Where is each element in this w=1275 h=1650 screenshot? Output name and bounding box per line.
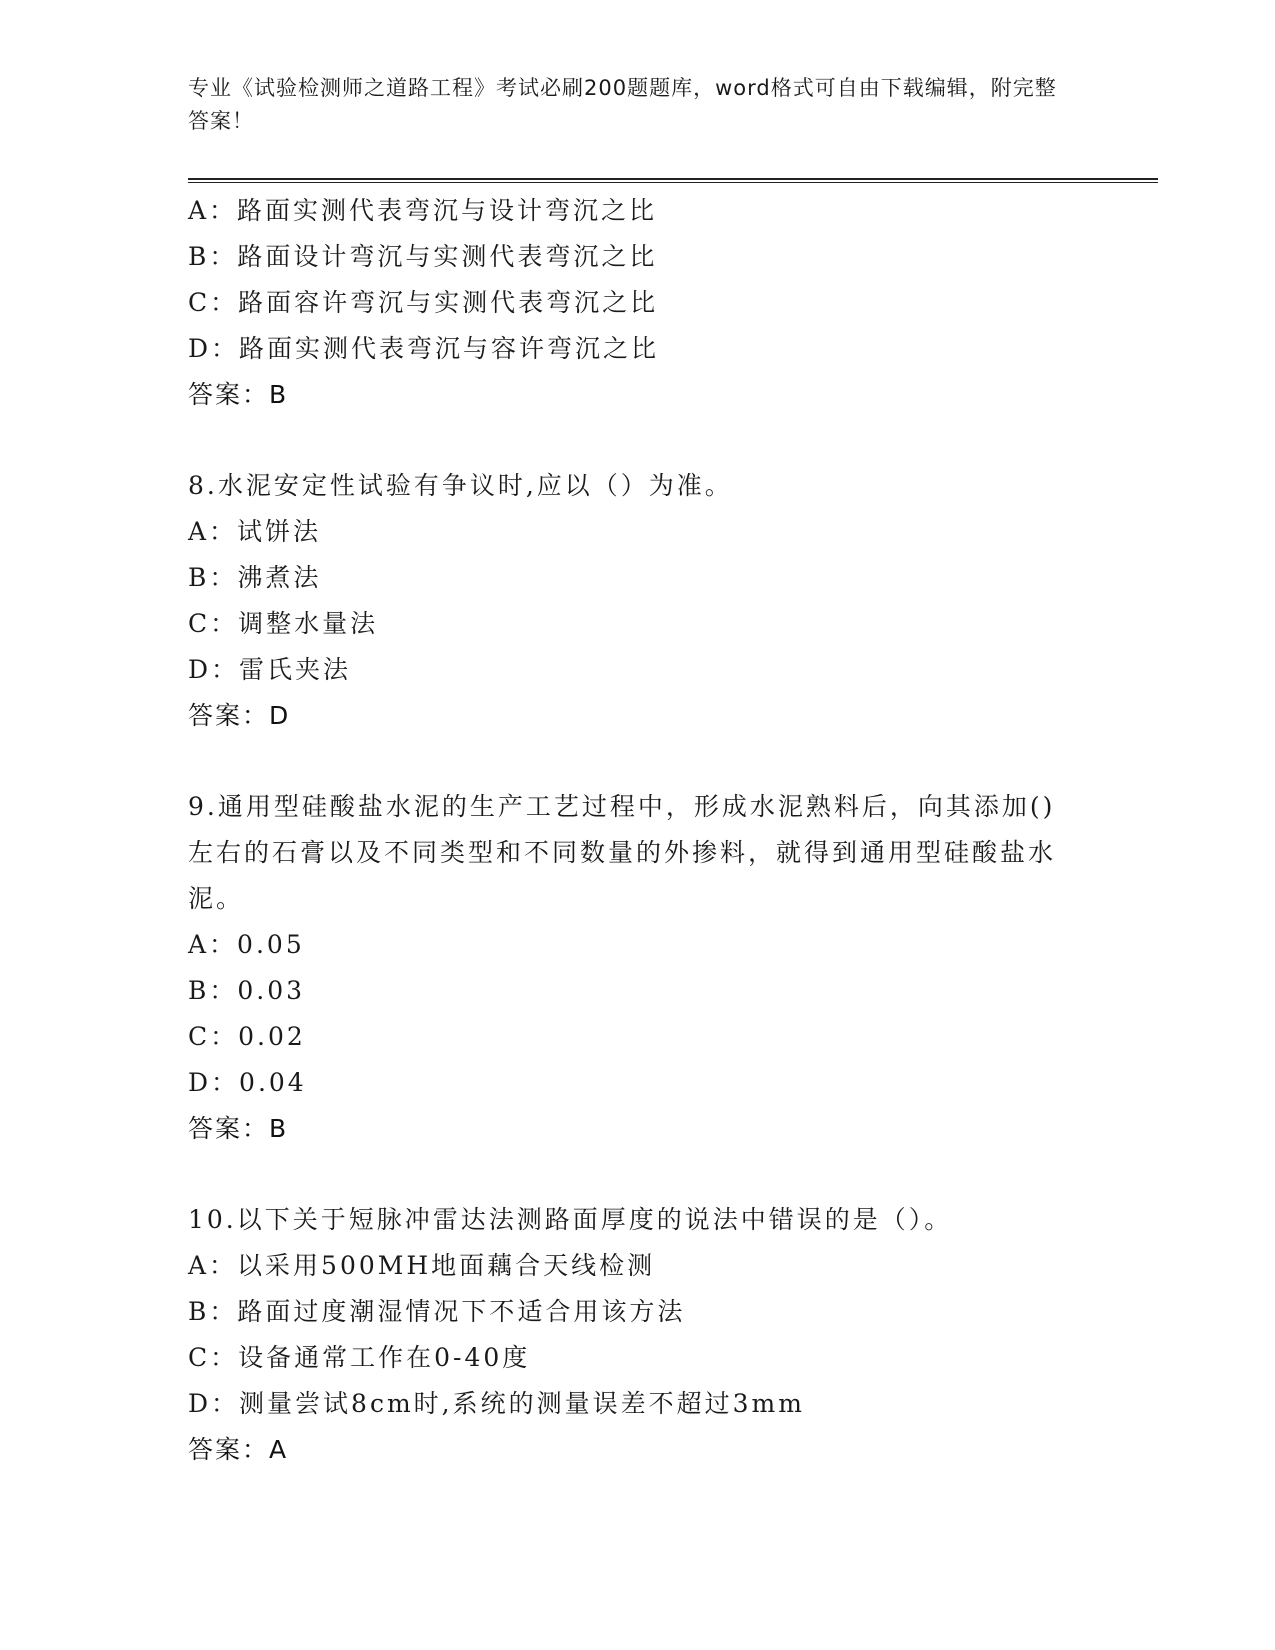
option-a: A：试饼法 bbox=[188, 517, 322, 546]
option-b: B：路面设计弯沉与实测代表弯沉之比 bbox=[188, 242, 658, 271]
question-10 bbox=[188, 1197, 1068, 1473]
option-a: A：路面实测代表弯沉与设计弯沉之比 bbox=[188, 196, 658, 225]
option-d: D：0.04 bbox=[188, 1068, 307, 1097]
option-d: D：雷氏夹法 bbox=[188, 655, 352, 684]
option-a: A：以采用500MH地面藕合天线检测 bbox=[188, 1251, 656, 1280]
question-text: 9.通用型硅酸盐水泥的生产工艺过程中，形成水泥熟料后，向其添加()左右的石膏以及不同类型和不同数量的外掺料，就得到通用型硅酸盐水泥。 bbox=[188, 792, 1057, 913]
option-c: C：调整水量法 bbox=[188, 609, 379, 638]
answer: 答案：B bbox=[188, 1114, 289, 1143]
answer: 答案：B bbox=[188, 380, 289, 409]
option-c: C：0.02 bbox=[188, 1022, 306, 1051]
option-d: D：测量尝试8cm时,系统的测量误差不超过3mm bbox=[188, 1389, 805, 1418]
option-d: D：路面实测代表弯沉与容许弯沉之比 bbox=[188, 334, 660, 363]
answer: 答案：A bbox=[188, 1435, 289, 1464]
question-text: 8.水泥安定性试验有争议时,应以（）为准。 bbox=[188, 471, 733, 500]
header-divider bbox=[188, 178, 1158, 183]
option-a: A：0.05 bbox=[188, 930, 305, 959]
option-b: B：0.03 bbox=[188, 976, 306, 1005]
option-b: B：沸煮法 bbox=[188, 563, 322, 592]
question-text: 10.以下关于短脉冲雷达法测路面厚度的说法中错误的是（）。 bbox=[188, 1205, 953, 1234]
document-content bbox=[188, 188, 1068, 1473]
answer: 答案：D bbox=[188, 701, 291, 730]
document-header: 专业《试验检测师之道路工程》考试必刷200题题库，word格式可自由下载编辑，附完整答案！ bbox=[188, 76, 1057, 133]
option-c: C：路面容许弯沉与实测代表弯沉之比 bbox=[188, 288, 659, 317]
question-7 bbox=[188, 188, 1068, 418]
question-8 bbox=[188, 463, 1068, 739]
option-b: B：路面过度潮湿情况下不适合用该方法 bbox=[188, 1297, 686, 1326]
option-c: C：设备通常工作在0-40度 bbox=[188, 1343, 531, 1372]
question-9 bbox=[188, 784, 1068, 1152]
